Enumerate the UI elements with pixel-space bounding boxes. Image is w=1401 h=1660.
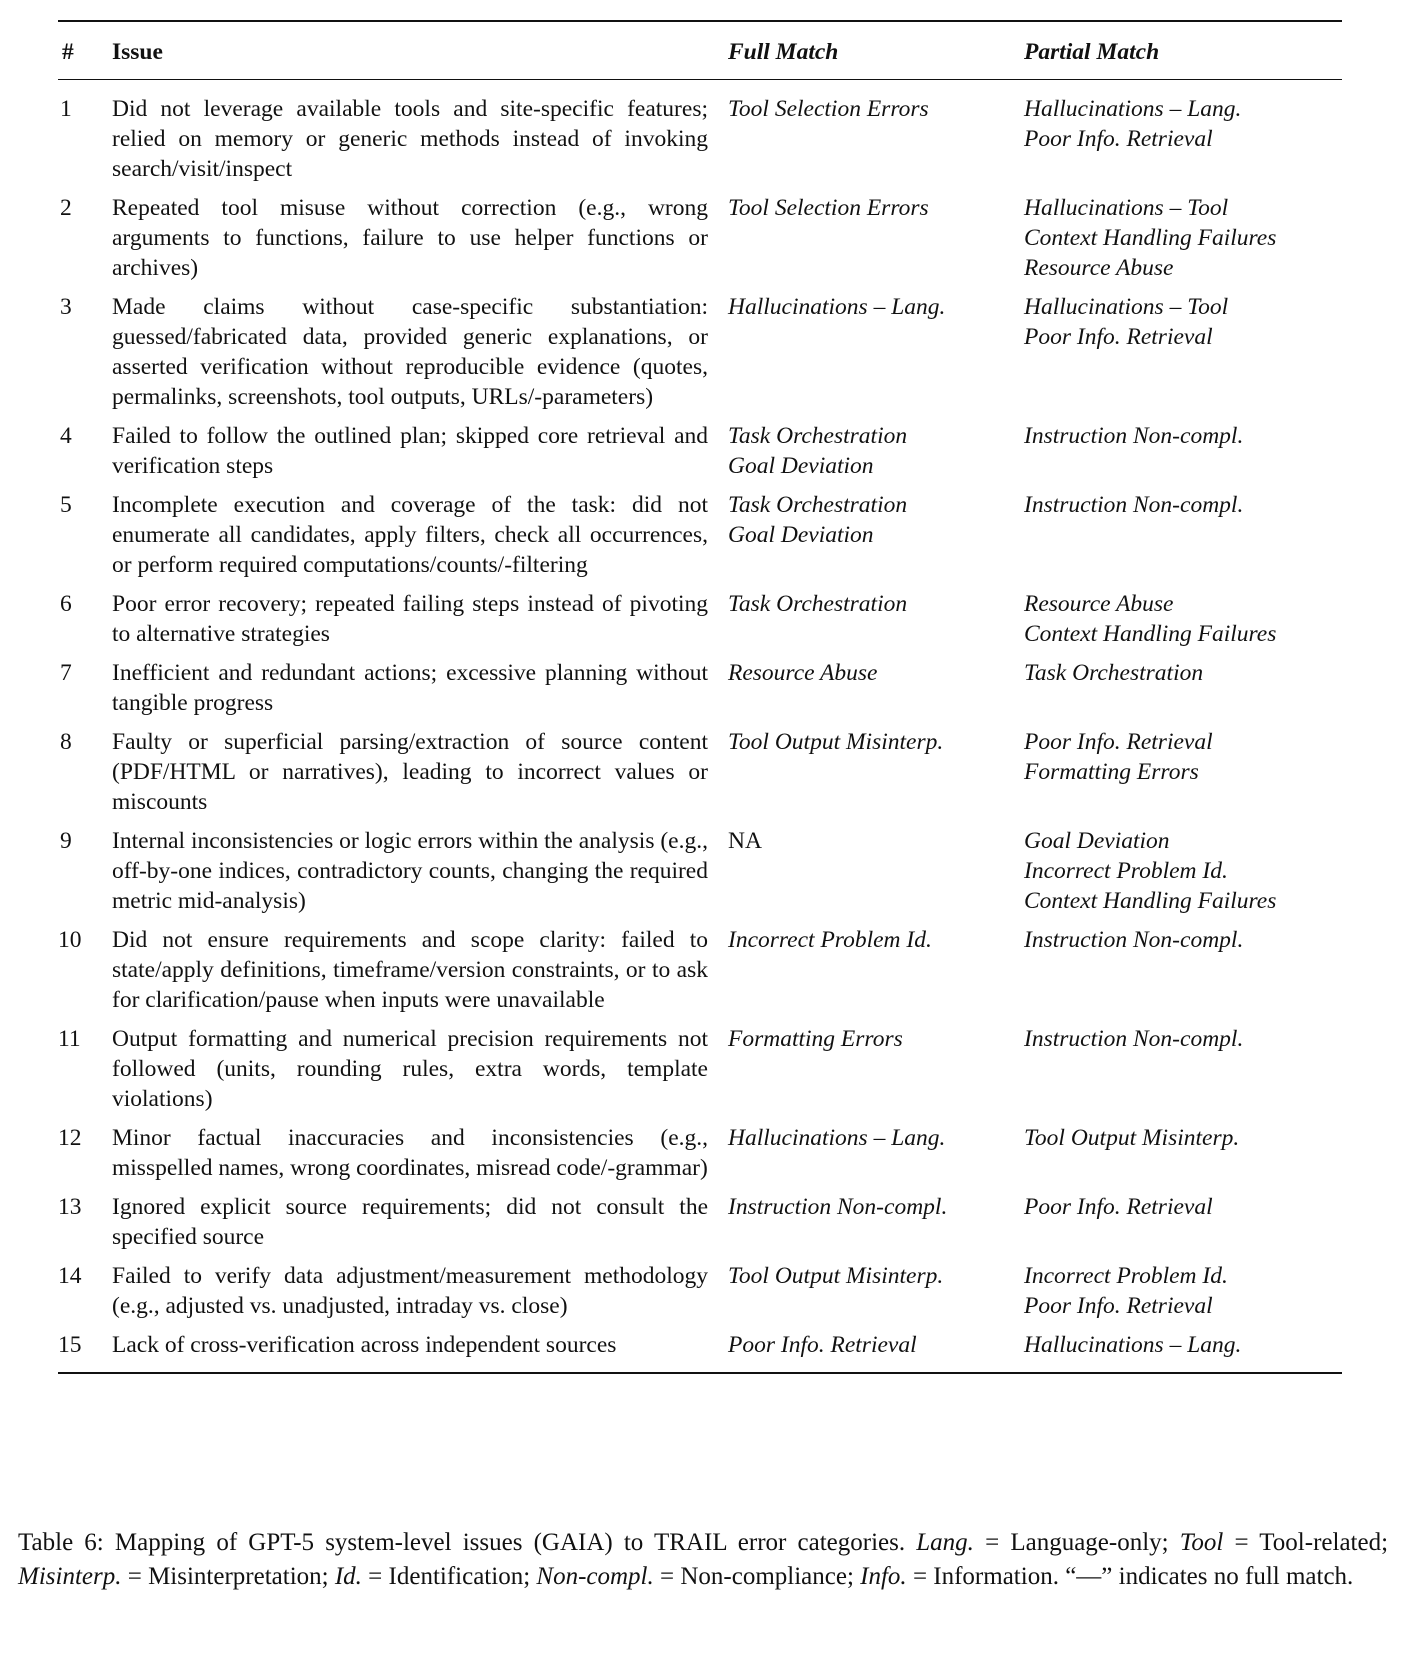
row-issue: Output formatting and numerical precision requirements not followed (units, rounding rules, extra words, template violations) bbox=[112, 1026, 708, 1112]
row-number: 8 bbox=[60, 729, 72, 755]
row-full-match bbox=[728, 1257, 1024, 1326]
abbr-term: Info. bbox=[860, 1563, 907, 1590]
row-full-match bbox=[728, 921, 1024, 1020]
row-number: 7 bbox=[60, 660, 72, 686]
row-number: 2 bbox=[60, 195, 72, 221]
row-issue: Failed to follow the outlined plan; skipped core retrieval and verification steps bbox=[112, 423, 708, 479]
row-issue: Lack of cross-verification across independent sources bbox=[112, 1332, 617, 1358]
full-match-category: Goal Deviation bbox=[728, 522, 874, 548]
full-match-category: Tool Selection Errors bbox=[728, 96, 929, 122]
table-row bbox=[58, 1119, 1342, 1188]
row-issue: Internal inconsistencies or logic errors within the analysis (e.g., off-by-one indices, contradictory counts, changing the required metric mid-analysis) bbox=[112, 828, 708, 914]
table-row bbox=[58, 1257, 1342, 1326]
row-issue: Incomplete execution and coverage of the task: did not enumerate all candidates, apply filters, check all occurrences, or perform required computations/counts/-filtering bbox=[112, 492, 708, 578]
partial-match-category: Instruction Non-compl. bbox=[1024, 927, 1244, 953]
issue-mapping-table bbox=[58, 20, 1342, 1374]
full-match-category: Hallucinations – Lang. bbox=[728, 294, 946, 320]
row-partial-match bbox=[1024, 921, 1342, 1020]
full-match-category: Goal Deviation bbox=[728, 453, 874, 479]
partial-match-category: Poor Info. Retrieval bbox=[1024, 729, 1213, 755]
full-match-category: Task Orchestration bbox=[728, 423, 908, 449]
table-row bbox=[58, 417, 1342, 486]
full-match-category: Hallucinations – Lang. bbox=[728, 1125, 946, 1151]
full-match-category: Tool Selection Errors bbox=[728, 195, 929, 221]
full-match-category: Task Orchestration bbox=[728, 492, 908, 518]
row-partial-match bbox=[1024, 189, 1342, 288]
header-full-match: Full Match bbox=[728, 39, 839, 65]
row-number: 6 bbox=[60, 591, 72, 617]
caption-tail: “—” indicates no full match. bbox=[1065, 1563, 1354, 1590]
row-number: 9 bbox=[60, 828, 72, 854]
row-full-match bbox=[728, 1020, 1024, 1119]
row-number: 14 bbox=[58, 1263, 82, 1289]
full-match-category: Poor Info. Retrieval bbox=[728, 1332, 917, 1358]
row-issue: Failed to verify data adjustment/measurement methodology (e.g., adjusted vs. unadjusted, intraday vs. close) bbox=[112, 1263, 708, 1319]
table-row bbox=[58, 80, 1342, 190]
partial-match-category: Poor Info. Retrieval bbox=[1024, 1194, 1213, 1220]
partial-match-category: Poor Info. Retrieval bbox=[1024, 1293, 1213, 1319]
row-issue: Poor error recovery; repeated failing steps instead of pivoting to alternative strategies bbox=[112, 591, 708, 647]
row-number: 12 bbox=[58, 1125, 82, 1151]
table-row bbox=[58, 723, 1342, 822]
row-issue: Repeated tool misuse without correction (e.g., wrong arguments to functions, failure to use helper functions or archives) bbox=[112, 195, 708, 281]
table-row bbox=[58, 1020, 1342, 1119]
row-partial-match bbox=[1024, 417, 1342, 486]
row-partial-match bbox=[1024, 585, 1342, 654]
abbr-meaning: = Language-only; bbox=[985, 1529, 1169, 1556]
partial-match-category: Resource Abuse bbox=[1024, 591, 1174, 617]
full-match-category: Instruction Non-compl. bbox=[728, 1194, 948, 1220]
full-match-category: NA bbox=[728, 828, 762, 854]
row-partial-match bbox=[1024, 723, 1342, 822]
abbr-meaning: = Misinterpretation; bbox=[127, 1563, 329, 1590]
partial-match-category: Resource Abuse bbox=[1024, 255, 1174, 281]
row-partial-match bbox=[1024, 486, 1342, 585]
full-match-category: Formatting Errors bbox=[728, 1026, 903, 1052]
row-number: 4 bbox=[60, 423, 72, 449]
partial-match-category: Instruction Non-compl. bbox=[1024, 1026, 1244, 1052]
table-row bbox=[58, 288, 1342, 417]
row-full-match bbox=[728, 1326, 1024, 1373]
row-number: 15 bbox=[58, 1332, 82, 1358]
partial-match-category: Hallucinations – Tool bbox=[1024, 195, 1229, 221]
header-number: # bbox=[62, 39, 74, 65]
row-partial-match bbox=[1024, 1020, 1342, 1119]
table-row bbox=[58, 1326, 1342, 1373]
row-number: 13 bbox=[58, 1194, 82, 1220]
header-issue: Issue bbox=[112, 39, 163, 65]
full-match-category: Task Orchestration bbox=[728, 591, 908, 617]
row-partial-match bbox=[1024, 80, 1342, 190]
partial-match-category: Incorrect Problem Id. bbox=[1024, 858, 1228, 884]
partial-match-category: Hallucinations – Lang. bbox=[1024, 1332, 1242, 1358]
row-full-match bbox=[728, 585, 1024, 654]
row-number: 1 bbox=[60, 96, 72, 122]
full-match-category: Tool Output Misinterp. bbox=[728, 1263, 944, 1289]
row-full-match bbox=[728, 822, 1024, 921]
row-number: 5 bbox=[60, 492, 72, 518]
partial-match-category: Incorrect Problem Id. bbox=[1024, 1263, 1228, 1289]
abbr-term: Misinterp. bbox=[18, 1563, 122, 1590]
row-partial-match bbox=[1024, 1188, 1342, 1257]
row-partial-match bbox=[1024, 1257, 1342, 1326]
row-full-match bbox=[728, 654, 1024, 723]
row-number: 11 bbox=[58, 1026, 81, 1052]
row-partial-match bbox=[1024, 822, 1342, 921]
table-row bbox=[58, 189, 1342, 288]
full-match-category: Tool Output Misinterp. bbox=[728, 729, 944, 755]
full-match-category: Resource Abuse bbox=[728, 660, 878, 686]
table-row bbox=[58, 1188, 1342, 1257]
table-body bbox=[58, 80, 1342, 1374]
table-caption bbox=[18, 1526, 1388, 1594]
row-partial-match bbox=[1024, 288, 1342, 417]
abbr-term: Tool bbox=[1179, 1529, 1224, 1556]
table-row bbox=[58, 822, 1342, 921]
row-full-match bbox=[728, 486, 1024, 585]
row-full-match bbox=[728, 1119, 1024, 1188]
row-issue: Did not ensure requirements and scope clarity: failed to state/apply definitions, timeframe/version constraints, or to ask for clarification/pause when inputs were unavailable bbox=[112, 927, 708, 1013]
table-header-row bbox=[58, 21, 1342, 80]
abbr-term: Lang. bbox=[916, 1529, 974, 1556]
abbr-term: Non-compl. bbox=[536, 1563, 654, 1590]
row-full-match bbox=[728, 80, 1024, 190]
partial-match-category: Instruction Non-compl. bbox=[1024, 423, 1244, 449]
row-partial-match bbox=[1024, 654, 1342, 723]
table-row bbox=[58, 585, 1342, 654]
row-issue: Made claims without case-specific substantiation: guessed/fabricated data, provided generic explanations, or asserted verification without reproducible evidence (quotes, permalinks, screenshots, tool outputs, URLs/-parameters) bbox=[112, 294, 708, 410]
table-row bbox=[58, 486, 1342, 585]
row-issue: Inefficient and redundant actions; excessive planning without tangible progress bbox=[112, 660, 708, 716]
abbr-meaning: = Non-compliance; bbox=[660, 1563, 854, 1590]
row-number: 10 bbox=[58, 927, 82, 953]
row-partial-match bbox=[1024, 1119, 1342, 1188]
row-partial-match bbox=[1024, 1326, 1342, 1373]
abbr-meaning: = Information. bbox=[912, 1563, 1059, 1590]
partial-match-category: Tool Output Misinterp. bbox=[1024, 1125, 1240, 1151]
header-partial-match: Partial Match bbox=[1024, 39, 1160, 65]
row-issue: Ignored explicit source requirements; did not consult the specified source bbox=[112, 1194, 708, 1250]
abbr-meaning: = Tool-related; bbox=[1234, 1529, 1389, 1556]
row-issue: Did not leverage available tools and site-specific features; relied on memory or generic methods instead of invoking search/visit/inspect bbox=[112, 96, 708, 182]
row-full-match bbox=[728, 288, 1024, 417]
abbr-meaning: = Identification; bbox=[368, 1563, 531, 1590]
partial-match-category: Context Handling Failures bbox=[1024, 225, 1277, 251]
partial-match-category: Formatting Errors bbox=[1024, 759, 1199, 785]
caption-lead: Table 6: Mapping of GPT-5 system-level issues (GAIA) to TRAIL error categories. bbox=[18, 1529, 906, 1556]
partial-match-category: Context Handling Failures bbox=[1024, 888, 1277, 914]
row-full-match bbox=[728, 189, 1024, 288]
row-full-match bbox=[728, 723, 1024, 822]
row-full-match bbox=[728, 1188, 1024, 1257]
row-number: 3 bbox=[60, 294, 72, 320]
abbr-term: Id. bbox=[334, 1563, 362, 1590]
table-row bbox=[58, 921, 1342, 1020]
partial-match-category: Context Handling Failures bbox=[1024, 621, 1277, 647]
row-full-match bbox=[728, 417, 1024, 486]
full-match-category: Incorrect Problem Id. bbox=[728, 927, 932, 953]
partial-match-category: Hallucinations – Tool bbox=[1024, 294, 1229, 320]
row-issue: Faulty or superficial parsing/extraction of source content (PDF/HTML or narratives), leading to incorrect values or miscounts bbox=[112, 729, 708, 815]
partial-match-category: Poor Info. Retrieval bbox=[1024, 324, 1213, 350]
partial-match-category: Goal Deviation bbox=[1024, 828, 1170, 854]
results-table-container bbox=[58, 20, 1342, 1374]
partial-match-category: Hallucinations – Lang. bbox=[1024, 96, 1242, 122]
row-issue: Minor factual inaccuracies and inconsistencies (e.g., misspelled names, wrong coordinates, misread code/-grammar) bbox=[112, 1125, 708, 1181]
table-row bbox=[58, 654, 1342, 723]
partial-match-category: Poor Info. Retrieval bbox=[1024, 126, 1213, 152]
partial-match-category: Instruction Non-compl. bbox=[1024, 492, 1244, 518]
partial-match-category: Task Orchestration bbox=[1024, 660, 1204, 686]
